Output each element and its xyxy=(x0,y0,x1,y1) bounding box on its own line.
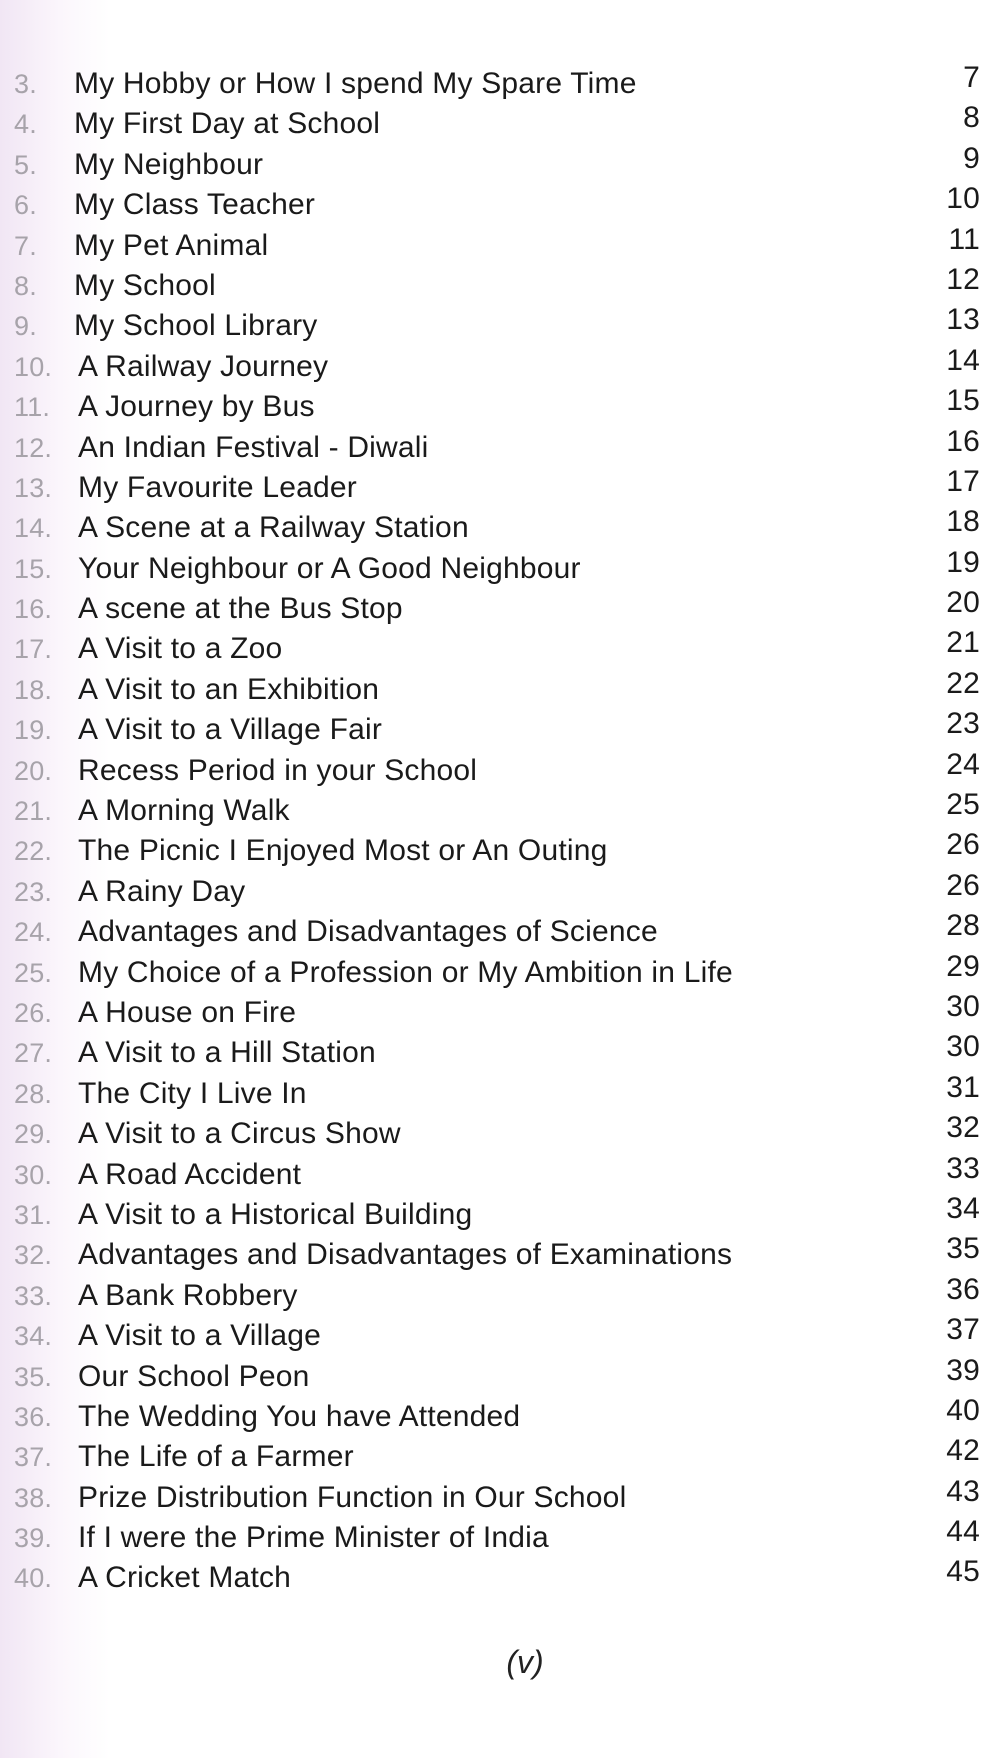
toc-entry-number: 16. xyxy=(14,594,53,625)
toc-entry-title: A Bank Robbery xyxy=(78,1278,298,1312)
toc-entry xyxy=(0,182,1000,225)
toc-entry xyxy=(0,707,1000,750)
toc-entry-number: 5. xyxy=(14,149,37,180)
toc-entry-page-number: 20 xyxy=(946,586,980,620)
toc-entry-number: 10. xyxy=(14,351,53,382)
toc-entry-number: 11. xyxy=(14,392,51,423)
toc-entry xyxy=(0,262,1000,306)
toc-entry-title: Our School Peon xyxy=(78,1359,310,1393)
toc-entry-number: 19. xyxy=(14,715,53,746)
toc-entry-title: A Visit to a Zoo xyxy=(78,632,283,666)
toc-entry xyxy=(0,788,1000,831)
toc-entry-number: 14. xyxy=(14,513,53,544)
toc-entry-title: Advantages and Disadvantages of Science xyxy=(78,915,658,949)
toc-entry xyxy=(0,626,1000,669)
toc-entry xyxy=(0,949,1000,993)
toc-entry-number: 40. xyxy=(14,1563,53,1594)
toc-entry-title: A Railway Journey xyxy=(78,349,329,383)
toc-entry xyxy=(0,1474,1000,1518)
toc-entry-page-number: 30 xyxy=(946,1030,980,1064)
toc-entry-number: 18. xyxy=(14,674,53,705)
toc-entry xyxy=(0,747,1000,791)
toc-entry-number: 23. xyxy=(14,876,53,907)
toc-entry-title: A Visit to a Circus Show xyxy=(78,1117,401,1151)
toc-entry-number: 37. xyxy=(14,1442,53,1473)
toc-entry-page-number: 40 xyxy=(946,1393,980,1427)
toc-entry-title: A Visit to a Village xyxy=(78,1319,322,1353)
toc-entry xyxy=(0,343,1000,387)
toc-entry xyxy=(0,464,1000,508)
toc-entry xyxy=(0,1353,1000,1397)
toc-entry xyxy=(0,1232,1000,1275)
toc-entry-title: Advantages and Disadvantages of Examinations xyxy=(78,1238,733,1272)
toc-entry-title: Prize Distribution Function in Our School xyxy=(78,1480,627,1514)
toc-entry xyxy=(0,1030,1000,1073)
toc-entry-number: 25. xyxy=(14,957,53,988)
toc-entry-title: A Visit to a Hill Station xyxy=(78,1036,376,1070)
toc-entry-page-number: 26 xyxy=(946,828,980,862)
toc-entry-title: A Rainy Day xyxy=(78,874,246,908)
toc-entry-number: 30. xyxy=(14,1159,53,1190)
toc-entry-page-number: 26 xyxy=(946,868,980,902)
toc-entry-number: 32. xyxy=(14,1240,53,1271)
toc-entry-title: A Visit to a Historical Building xyxy=(78,1197,473,1231)
toc-entry-title: My Class Teacher xyxy=(74,188,316,222)
toc-entry-title: If I were the Prime Minister of India xyxy=(78,1521,549,1555)
toc-entry-title: An Indian Festival - Diwali xyxy=(78,430,429,464)
toc-entry-page-number: 23 xyxy=(946,707,980,741)
toc-entry-title: Your Neighbour or A Good Neighbour xyxy=(78,551,581,585)
toc-entry-number: 36. xyxy=(14,1401,53,1432)
toc-entry-number: 27. xyxy=(14,1038,53,1069)
toc-entry-page-number: 39 xyxy=(946,1353,980,1387)
toc-entry-number: 13. xyxy=(14,472,53,503)
toc-entry xyxy=(0,828,1000,871)
toc-entry-number: 3. xyxy=(14,69,37,99)
toc-entry-page-number: 22 xyxy=(946,666,980,700)
toc-entry-page-number: 7 xyxy=(963,61,980,94)
toc-entry-title: My School xyxy=(74,268,216,302)
toc-entry xyxy=(0,303,1000,346)
toc-entry xyxy=(0,222,1000,266)
toc-entry-number: 29. xyxy=(14,1119,53,1150)
toc-entry-page-number: 37 xyxy=(946,1313,980,1347)
toc-entry-number: 12. xyxy=(14,432,53,463)
toc-entry xyxy=(0,505,1000,548)
toc-entry-number: 28. xyxy=(14,1078,53,1109)
toc-entry-number: 35. xyxy=(14,1361,53,1392)
toc-entry-title: A Road Accident xyxy=(78,1157,302,1191)
toc-entry-page-number: 24 xyxy=(946,747,980,781)
toc-entry-title: A Scene at a Railway Station xyxy=(78,511,469,545)
toc-entry-number: 9. xyxy=(14,311,37,342)
toc-entry xyxy=(0,1313,1000,1356)
toc-entry-page-number: 33 xyxy=(946,1151,980,1185)
toc-entry-title: A Morning Walk xyxy=(78,794,290,828)
toc-entry xyxy=(0,1151,1000,1195)
toc-entry xyxy=(0,101,1000,144)
toc-entry-page-number: 9 xyxy=(963,141,980,175)
toc-entry-page-number: 28 xyxy=(946,909,980,943)
toc-entry-title: Recess Period in your School xyxy=(78,753,478,787)
toc-entry xyxy=(0,61,1000,104)
table-of-contents xyxy=(0,61,1000,1599)
toc-entry xyxy=(0,868,1000,912)
toc-entry xyxy=(0,1111,1000,1154)
toc-entry-number: 15. xyxy=(14,553,53,584)
toc-entry-page-number: 18 xyxy=(946,505,980,539)
toc-entry-page-number: 45 xyxy=(946,1555,980,1589)
toc-entry-title: The Picnic I Enjoyed Most or An Outing xyxy=(78,834,608,868)
toc-entry-page-number: 34 xyxy=(946,1191,980,1225)
toc-entry-title: My School Library xyxy=(74,309,318,343)
toc-entry-page-number: 25 xyxy=(946,788,980,822)
toc-entry-page-number: 12 xyxy=(946,262,980,296)
toc-entry-number: 33. xyxy=(14,1280,53,1311)
toc-entry xyxy=(0,909,1000,952)
toc-entry-page-number: 42 xyxy=(946,1434,980,1468)
toc-entry-number: 38. xyxy=(14,1482,53,1513)
toc-entry-page-number: 32 xyxy=(946,1111,980,1145)
toc-entry-page-number: 8 xyxy=(963,101,980,135)
toc-entry-title: A Visit to an Exhibition xyxy=(78,672,380,706)
toc-entry-number: 31. xyxy=(14,1199,53,1230)
toc-entry-page-number: 29 xyxy=(946,949,980,983)
toc-entry-number: 24. xyxy=(14,917,53,948)
toc-entry-page-number: 11 xyxy=(948,222,980,256)
toc-entry-number: 4. xyxy=(14,109,37,140)
toc-entry-number: 20. xyxy=(14,755,53,786)
toc-entry-title: A Visit to a Village Fair xyxy=(78,713,383,747)
toc-entry-title: The City I Live In xyxy=(78,1076,307,1110)
toc-entry-page-number: 16 xyxy=(946,424,980,458)
toc-entry-title: My Pet Animal xyxy=(74,228,269,262)
toc-entry-title: A Cricket Match xyxy=(78,1561,292,1595)
toc-entry-number: 26. xyxy=(14,997,53,1028)
toc-entry-page-number: 17 xyxy=(946,464,980,498)
toc-entry-title: My First Day at School xyxy=(74,107,381,141)
toc-entry-page-number: 15 xyxy=(946,384,980,418)
toc-entry-title: A scene at the Bus Stop xyxy=(78,592,403,626)
toc-entry-title: My Hobby or How I spend My Spare Time xyxy=(74,67,637,100)
toc-entry-number: 34. xyxy=(14,1321,53,1352)
toc-entry xyxy=(0,384,1000,427)
toc-entry-page-number: 36 xyxy=(946,1272,980,1306)
toc-entry xyxy=(0,666,1000,710)
toc-entry xyxy=(0,1434,1000,1477)
toc-entry-title: The Wedding You have Attended xyxy=(78,1399,521,1433)
toc-entry-page-number: 44 xyxy=(946,1515,980,1549)
toc-entry xyxy=(0,586,1000,629)
toc-entry-title: The Life of a Farmer xyxy=(78,1440,354,1474)
toc-entry-number: 21. xyxy=(14,796,53,827)
page-folio: (v) xyxy=(506,1644,544,1680)
toc-entry-number: 22. xyxy=(14,836,53,867)
toc-entry xyxy=(0,1515,1000,1558)
toc-entry-title: My Favourite Leader xyxy=(78,470,357,504)
toc-entry-page-number: 13 xyxy=(946,303,980,337)
toc-entry xyxy=(0,1070,1000,1114)
toc-entry-page-number: 14 xyxy=(946,343,980,377)
toc-entry-number: 6. xyxy=(14,190,37,221)
toc-entry-page-number: 10 xyxy=(946,182,980,216)
toc-entry xyxy=(0,1191,1000,1235)
toc-entry-number: 8. xyxy=(14,270,37,301)
toc-entry-page-number: 30 xyxy=(946,989,980,1023)
toc-entry-page-number: 19 xyxy=(946,545,980,579)
toc-entry xyxy=(0,989,1000,1033)
toc-entry xyxy=(0,141,1000,185)
toc-entry xyxy=(0,1555,1000,1598)
toc-entry-number: 7. xyxy=(14,230,37,261)
toc-entry-page-number: 21 xyxy=(946,626,980,660)
toc-entry xyxy=(0,1393,1000,1437)
toc-entry-title: A Journey by Bus xyxy=(78,390,315,424)
toc-entry-title: A House on Fire xyxy=(78,995,297,1029)
toc-entry xyxy=(0,1272,1000,1316)
toc-entry-number: 17. xyxy=(14,634,53,665)
toc-entry-page-number: 43 xyxy=(946,1474,980,1508)
toc-entry-title: My Neighbour xyxy=(74,147,264,181)
toc-entry-number: 39. xyxy=(14,1523,53,1554)
toc-entry xyxy=(0,424,1000,468)
toc-entry xyxy=(0,545,1000,589)
toc-entry-page-number: 31 xyxy=(946,1070,980,1104)
toc-entry-title: My Choice of a Profession or My Ambition in Life xyxy=(78,955,733,989)
toc-entry-page-number: 35 xyxy=(946,1232,980,1266)
